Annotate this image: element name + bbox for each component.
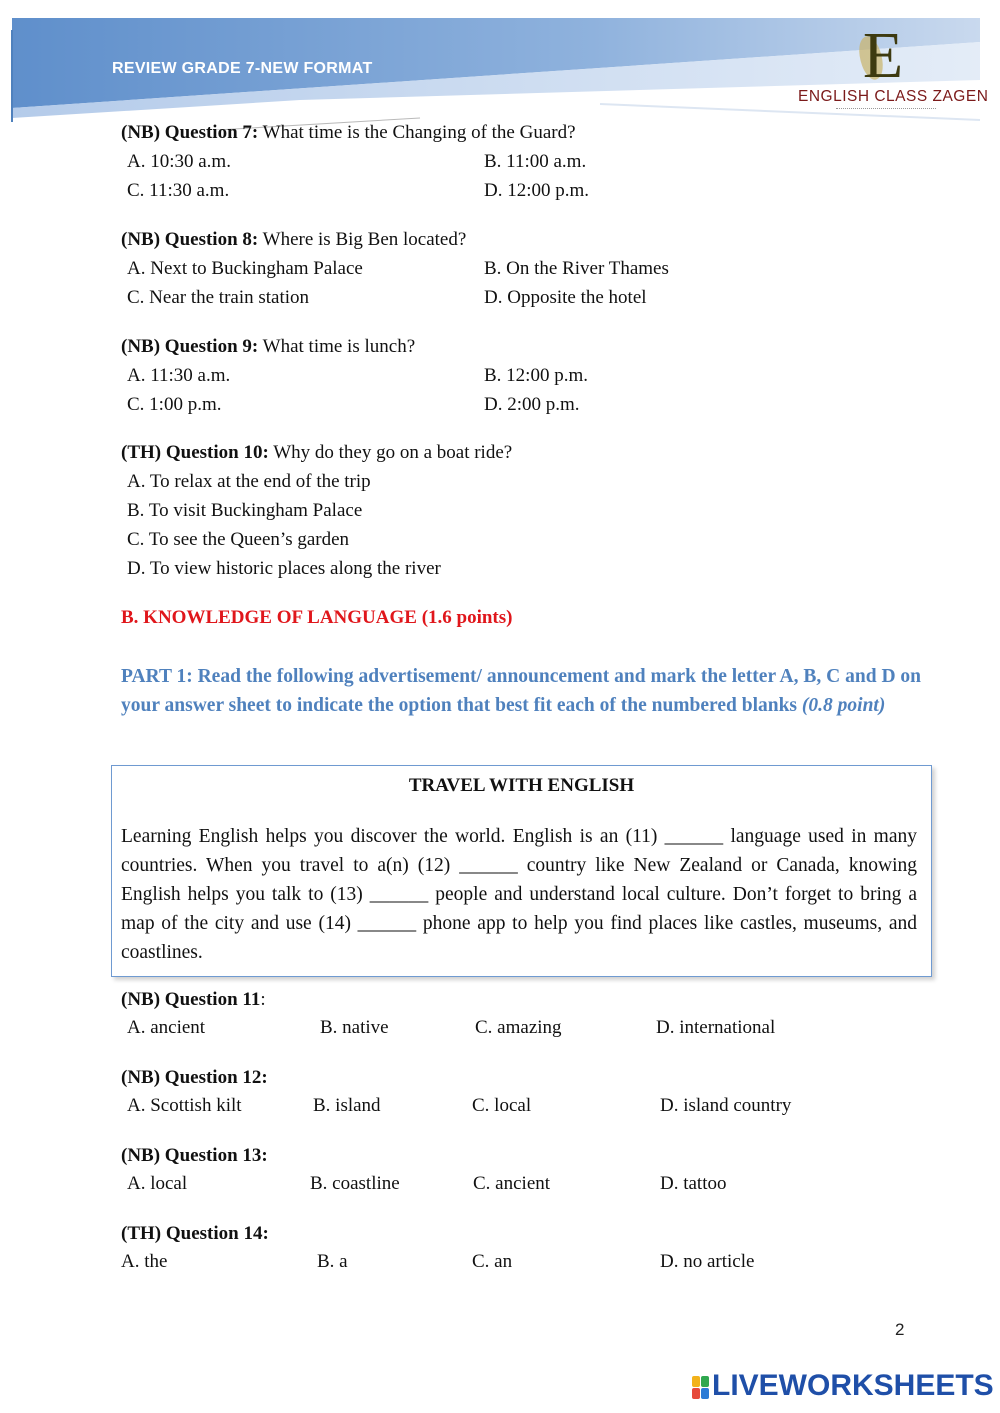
question-11: (NB) Question 11: [121, 989, 266, 1010]
part1-instruction: PART 1: Read the following advertisement/ announcement and mark the letter A, B, C and D on your answer sheet to indicate the option that best fit each of the numbered blanks (0.8 point) [121, 666, 921, 716]
liveworksheets-brand[interactable]: LIVEWORKSHEETS [712, 1369, 994, 1402]
q9-option-b[interactable]: B. 12:00 p.m. [484, 365, 588, 386]
q13-option-c[interactable]: C. ancient [473, 1173, 551, 1194]
q14-option-d[interactable]: D. no article [660, 1251, 755, 1272]
q8-option-c[interactable]: C. Near the train station [127, 287, 310, 308]
q10-option-d[interactable]: D. To view historic places along the river [127, 558, 441, 579]
q11-option-a[interactable]: A. ancient [127, 1017, 206, 1038]
question-13: (NB) Question 13: [121, 1145, 268, 1166]
q12-option-b[interactable]: B. island [313, 1095, 381, 1116]
section-heading: B. KNOWLEDGE OF LANGUAGE (1.6 points) [121, 607, 513, 628]
q12-option-a[interactable]: A. Scottish kilt [127, 1095, 242, 1116]
passage-box [111, 765, 932, 977]
q7-option-a[interactable]: A. 10:30 a.m. [127, 151, 231, 172]
q8-option-d[interactable]: D. Opposite the hotel [484, 287, 647, 308]
passage-body: Learning English helps you discover the world. English is an (11) ______ language used in many countries. When you travel to a(n) (12) ______ country like New Zealand or Canada, knowing English helps you talk to (13) ______ people and understand local culture. Don’t forget to bring a map of the city and use (14) ______ phone app to help you find places like castles, museums, and coastlines. [121, 826, 917, 963]
q14-option-b[interactable]: B. a [317, 1251, 348, 1272]
q12-option-c[interactable]: C. local [472, 1095, 532, 1116]
liveworksheets-icon [692, 1376, 710, 1400]
q11-option-b[interactable]: B. native [320, 1017, 389, 1038]
question-12: (NB) Question 12: [121, 1067, 268, 1088]
question-8: (NB) Question 8: Where is Big Ben located? [121, 229, 467, 250]
q13-option-a[interactable]: A. local [127, 1173, 188, 1194]
q7-option-b[interactable]: B. 11:00 a.m. [484, 151, 587, 172]
q9-option-d[interactable]: D. 2:00 p.m. [484, 394, 580, 415]
page-header [0, 0, 1000, 130]
q11-option-d[interactable]: D. international [656, 1017, 776, 1038]
question-7: (NB) Question 7: What time is the Changing of the Guard? [121, 122, 576, 143]
q8-option-b[interactable]: B. On the River Thames [484, 258, 669, 279]
page-number: 2 [895, 1320, 905, 1339]
q11-option-c[interactable]: C. amazing [475, 1017, 562, 1038]
q10-option-c[interactable]: C. To see the Queen’s garden [127, 529, 350, 550]
q13-option-b[interactable]: B. coastline [310, 1173, 400, 1194]
passage-title: TRAVEL WITH ENGLISH [408, 775, 635, 796]
logo-tagline-line [836, 108, 936, 112]
q10-option-b[interactable]: B. To visit Buckingham Palace [127, 500, 363, 521]
question-14: (TH) Question 14: [121, 1223, 269, 1244]
q12-option-d[interactable]: D. island country [660, 1095, 792, 1116]
q9-option-c[interactable]: C. 1:00 p.m. [127, 394, 222, 415]
q7-option-c[interactable]: C. 11:30 a.m. [127, 180, 230, 201]
logo-letter: E [862, 19, 904, 92]
q9-option-a[interactable]: A. 11:30 a.m. [127, 365, 231, 386]
question-10: (TH) Question 10: Why do they go on a boat ride? [121, 442, 513, 463]
header-title: REVIEW GRADE 7-NEW FORMAT [112, 60, 373, 77]
q10-option-a[interactable]: A. To relax at the end of the trip [127, 471, 371, 492]
q8-option-a[interactable]: A. Next to Buckingham Palace [127, 258, 363, 279]
english-class-zagen-logo [796, 19, 989, 118]
logo-text: ENGLISH CLASS ZAGEN [798, 88, 989, 105]
q14-option-a[interactable]: A. the [121, 1251, 168, 1272]
q14-option-c[interactable]: C. an [472, 1251, 513, 1272]
q7-option-d[interactable]: D. 12:00 p.m. [484, 180, 590, 201]
question-9: (NB) Question 9: What time is lunch? [121, 336, 416, 357]
q13-option-d[interactable]: D. tattoo [660, 1173, 727, 1194]
